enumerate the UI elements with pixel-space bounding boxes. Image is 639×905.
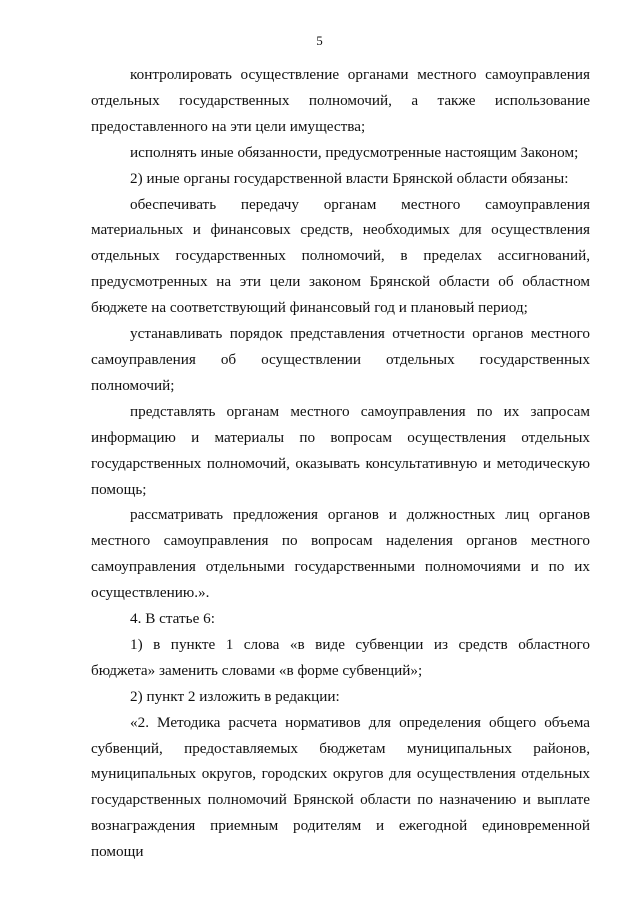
paragraph-provide-funds: обеспечивать передачу органам местного самоуправления материальных и финансовых средств, необходимых для осуществления отдельных государственных полномочий, в пределах ассигнований, предусмотренных на эти цели законом Брянской области об областном бюджете на соответствующий финансовый год и плановый период; <box>91 195 590 317</box>
paragraph-article-6-item-2: 2) пункт 2 изложить в редакции: <box>130 687 340 705</box>
paragraph-state-bodies-heading: 2) иные органы государственной власти Брянской области обязаны: <box>130 169 569 187</box>
page-number: 5 <box>316 33 323 48</box>
document-body <box>91 62 590 865</box>
paragraph-control-obligation: контролировать осуществление органами местного самоуправления отдельных государственных полномочий, а также использование предоставленного на эти цели имущества; <box>91 66 590 135</box>
paragraph-article-6-heading: 4. В статье 6: <box>130 610 215 628</box>
paragraph-reporting-procedure: устанавливать порядок представления отчетности органов местного самоуправления об осуществлении отдельных государственных полномочий; <box>91 325 590 394</box>
paragraph-article-6-item-1: 1) в пункте 1 слова «в виде субвенции из средств областного бюджета» заменить словами «в форме субвенций»; <box>91 635 590 679</box>
paragraph-methodology: «2. Методика расчета нормативов для определения общего объема субвенций, предоставляемых бюджетам муниципальных районов, муниципальных округов, городских округов для осуществления отдельных государственных полномочий Брянской области по назначению и выплате вознаграждения приемным родителям и ежегодной единовременной помощи <box>91 713 590 861</box>
paragraph-other-duties: исполнять иные обязанности, предусмотренные настоящим Законом; <box>130 143 579 161</box>
paragraph-consider-proposals: рассматривать предложения органов и должностных лиц органов местного самоуправления по вопросам наделения органов местного самоуправления отдельными государственными полномочиями и по их осуществлению.». <box>91 506 590 602</box>
paragraph-provide-information: представлять органам местного самоуправления по их запросам информацию и материалы по вопросам осуществления отдельных государственных полномочий, оказывать консультативную и методическую помощь; <box>91 402 590 498</box>
